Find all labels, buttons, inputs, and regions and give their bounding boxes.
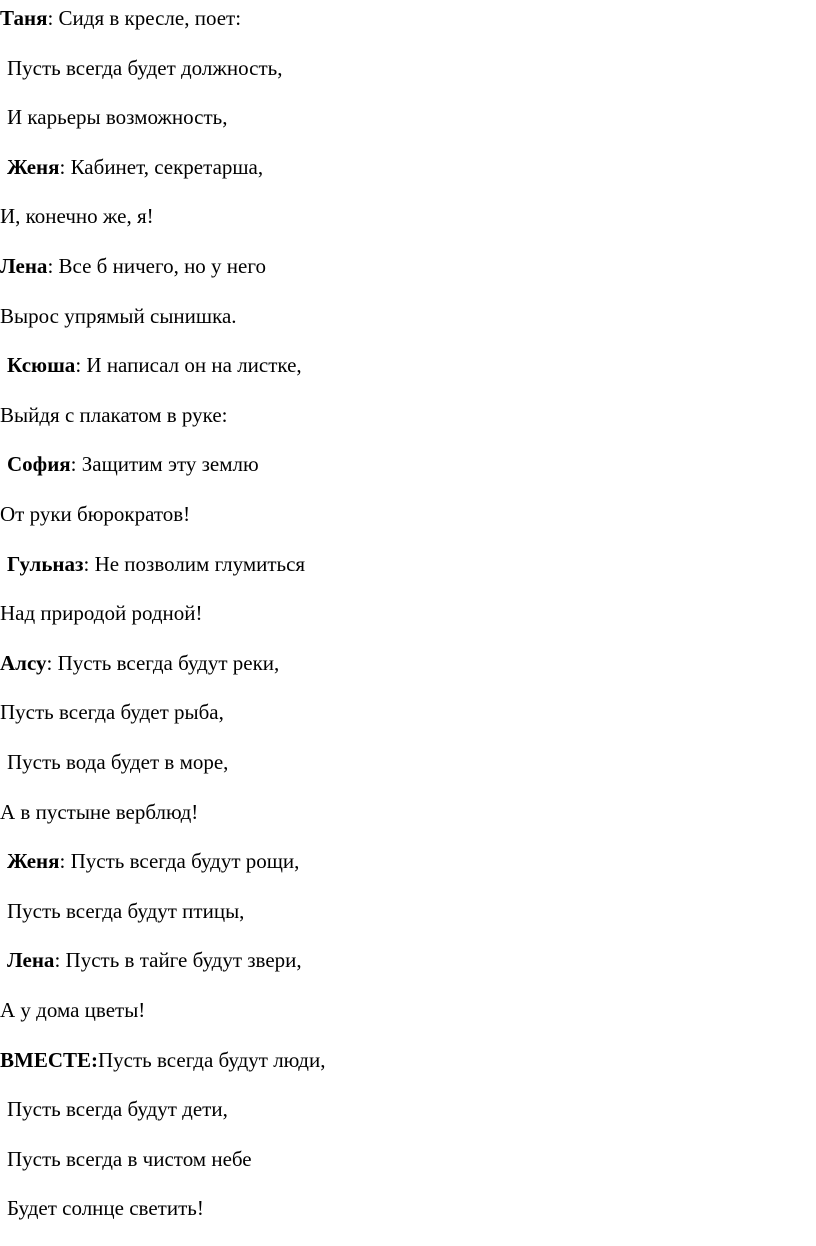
line-text: Пусть всегда будет должность, — [7, 56, 283, 80]
line-text: Пусть всегда будут рощи, — [65, 849, 300, 873]
line-text: Не позволим глумиться — [89, 552, 306, 576]
speaker-line — [7, 452, 259, 476]
speaker-line — [7, 155, 263, 179]
speaker-line — [0, 254, 266, 278]
verse-line — [7, 899, 244, 923]
verse-line — [0, 800, 198, 824]
speaker-name: ВМЕСТЕ: — [0, 1048, 99, 1072]
speaker-line — [7, 353, 302, 377]
line-text: Пусть всегда будут птицы, — [7, 899, 245, 923]
line-text: Над природой родной! — [0, 601, 203, 625]
line-text: А у дома цветы! — [0, 998, 146, 1022]
speaker-name: Таня — [0, 6, 48, 30]
line-text: Защитим эту землю — [76, 452, 259, 476]
verse-line — [0, 304, 237, 328]
line-text: Пусть всегда в чистом небе — [7, 1147, 252, 1171]
speaker-line — [7, 849, 299, 873]
line-text: Все б ничего, но у него — [53, 254, 266, 278]
speaker-separator: : — [70, 452, 77, 476]
speaker-line — [0, 6, 241, 30]
speaker-line — [7, 948, 302, 972]
speaker-name: Алсу — [0, 651, 47, 675]
line-text: А в пустыне верблюд! — [0, 800, 199, 824]
speaker-separator: : — [83, 552, 90, 576]
line-text: Кабинет, секретарша, — [65, 155, 264, 179]
speaker-name: Лена — [0, 254, 48, 278]
verse-line — [7, 1196, 204, 1220]
speaker-line — [0, 651, 279, 675]
line-text: Пусть всегда будет рыба, — [0, 700, 224, 724]
verse-line — [0, 403, 227, 427]
line-text: От руки бюрократов! — [0, 502, 191, 526]
speaker-separator: : — [59, 849, 66, 873]
speaker-separator: : — [47, 6, 54, 30]
speaker-separator: : — [54, 948, 61, 972]
line-text: Вырос упрямый сынишка. — [0, 304, 237, 328]
speaker-separator: : — [59, 155, 66, 179]
verse-line — [7, 1097, 228, 1121]
speaker-separator: : — [75, 353, 82, 377]
speaker-name: Женя — [7, 849, 60, 873]
speaker-line — [0, 1048, 325, 1072]
line-text: И, конечно же, я! — [0, 204, 154, 228]
speaker-separator: : — [46, 651, 53, 675]
verse-line — [7, 750, 228, 774]
line-text: Пусть вода будет в море, — [7, 750, 229, 774]
verse-line — [7, 1147, 252, 1171]
speaker-name: София — [7, 452, 71, 476]
speaker-name: Женя — [7, 155, 60, 179]
line-text: Пусть в тайге будут звери, — [60, 948, 302, 972]
verse-line — [0, 502, 190, 526]
line-text: Пусть всегда будут реки, — [52, 651, 280, 675]
line-text: Сидя в кресле, поет: — [53, 6, 242, 30]
speaker-separator: : — [47, 254, 54, 278]
line-text: И написал он на листке, — [81, 353, 302, 377]
line-text: Выйдя с плакатом в руке: — [0, 403, 228, 427]
verse-line — [0, 700, 224, 724]
line-text: И карьеры возможность, — [7, 105, 228, 129]
verse-line — [7, 56, 282, 80]
speaker-line — [7, 552, 305, 576]
verse-line — [0, 204, 154, 228]
verse-line — [0, 998, 145, 1022]
verse-line — [0, 601, 203, 625]
speaker-name: Лена — [7, 948, 55, 972]
speaker-name: Гульназ — [7, 552, 84, 576]
speaker-name: Ксюша — [7, 353, 76, 377]
line-text: Пусть всегда будут люди, — [98, 1048, 326, 1072]
verse-line — [7, 105, 228, 129]
line-text: Будет солнце светить! — [7, 1196, 204, 1220]
line-text: Пусть всегда будут дети, — [7, 1097, 228, 1121]
